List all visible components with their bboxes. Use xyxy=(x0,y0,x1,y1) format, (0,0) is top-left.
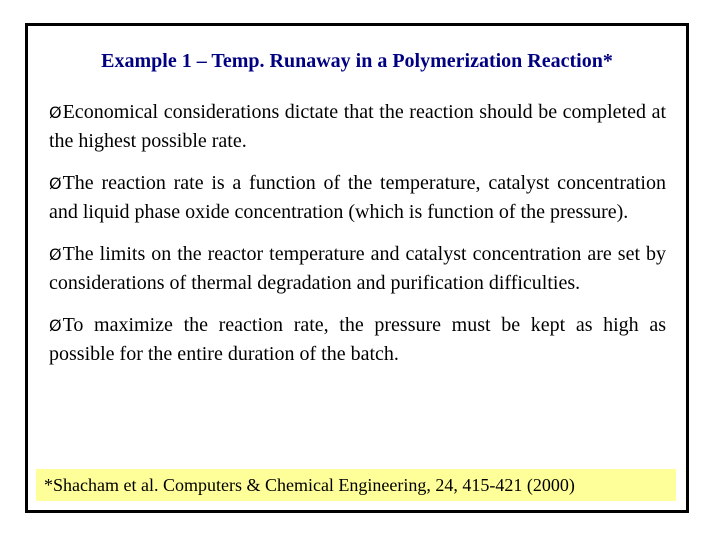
slide-title: Example 1 – Temp. Runaway in a Polymerization Reaction* xyxy=(101,50,613,72)
bullet-text: Economical considerations dictate that the reaction should be completed at the highest possible rate. xyxy=(49,101,666,152)
bullet-list xyxy=(49,98,666,382)
arrow-bullet-icon: Ø xyxy=(49,174,62,193)
arrow-bullet-icon: Ø xyxy=(49,103,62,122)
citation-box: *Shacham et al. Computers & Chemical Engineering, 24, 415-421 (2000) xyxy=(36,469,676,501)
arrow-bullet-icon: Ø xyxy=(49,245,62,264)
slide-frame xyxy=(25,23,689,513)
bullet-text: To maximize the reaction rate, the pressure must be kept as high as possible for the entire duration of the batch. xyxy=(49,314,666,365)
arrow-bullet-icon: Ø xyxy=(49,316,62,335)
bullet-item xyxy=(49,98,666,155)
bullet-text: The limits on the reactor temperature and catalyst concentration are set by considerations of thermal degradation and purification difficulties. xyxy=(49,243,666,294)
bullet-text: The reaction rate is a function of the temperature, catalyst concentration and liquid phase oxide concentration (which is function of the pressure). xyxy=(49,172,666,223)
bullet-item xyxy=(49,311,666,368)
bullet-item xyxy=(49,169,666,226)
bullet-item xyxy=(49,240,666,297)
